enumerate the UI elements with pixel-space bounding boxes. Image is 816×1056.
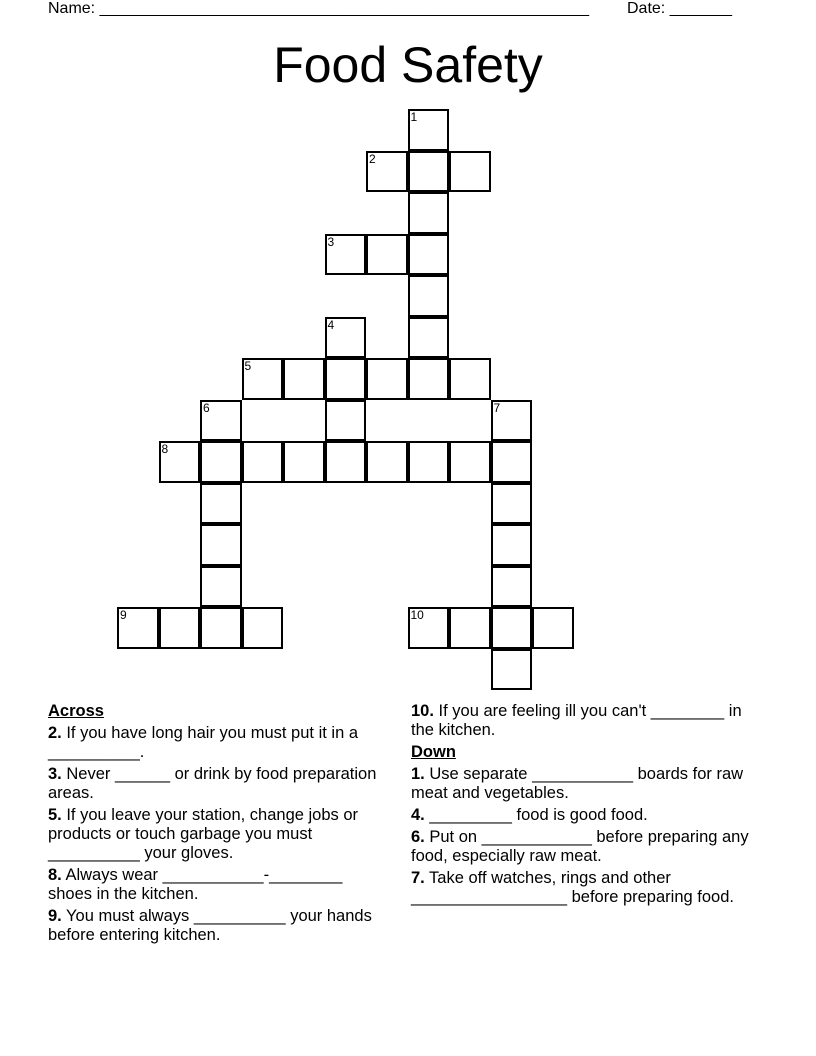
cell-number: 3 [327, 234, 335, 249]
grid-cell[interactable] [325, 234, 367, 276]
grid-cell[interactable] [366, 234, 408, 276]
across-clue [48, 907, 388, 945]
grid-cell[interactable] [449, 358, 491, 400]
grid-cell[interactable] [408, 275, 450, 317]
grid-cell[interactable] [491, 566, 533, 608]
grid-cell[interactable] [242, 358, 284, 400]
grid-cell[interactable] [491, 400, 533, 442]
grid-cell[interactable] [449, 441, 491, 483]
date-field-line: Date: _______ [627, 0, 732, 17]
down-clue [411, 765, 756, 803]
clue-number: 2. [48, 724, 62, 742]
grid-cell[interactable] [366, 441, 408, 483]
cell-number: 1 [410, 110, 418, 124]
grid-cell[interactable] [408, 234, 450, 276]
clues-column-left [48, 702, 388, 948]
across-clue [411, 702, 756, 740]
clue-text: If you have long hair you must put it in a __________. [48, 724, 359, 761]
clue-text: You must always __________ your hands before entering kitchen. [48, 907, 372, 944]
clue-number: 4. [411, 806, 425, 824]
grid-cell[interactable] [159, 607, 201, 649]
across-clue [48, 765, 388, 803]
grid-cell[interactable] [408, 192, 450, 234]
grid-cell[interactable] [200, 607, 242, 649]
cell-number: 9 [120, 608, 127, 622]
grid-cell[interactable] [159, 441, 201, 483]
cell-number: 5 [244, 359, 252, 373]
clue-text: Always wear ___________-________ shoes in the kitchen. [48, 866, 343, 903]
clue-text: _________ food is good food. [424, 806, 648, 824]
clue-number: 3. [48, 765, 62, 783]
grid-cell[interactable] [408, 109, 450, 151]
grid-cell[interactable] [325, 358, 367, 400]
grid-cell[interactable] [283, 358, 325, 400]
clue-text: Put on ____________ before preparing any food, especially raw meat. [411, 828, 749, 865]
grid-cell[interactable] [532, 607, 574, 649]
cell-number: 2 [369, 151, 376, 166]
clue-number: 10. [411, 702, 434, 720]
grid-cell[interactable] [200, 441, 242, 483]
grid-cell[interactable] [491, 649, 533, 691]
across-heading: Across [48, 702, 104, 720]
grid-cell[interactable] [200, 400, 242, 442]
cell-number: 8 [161, 442, 169, 456]
clue-text: If you leave your station, change jobs or products or touch garbage you must __________ your gloves. [48, 806, 359, 862]
grid-cell[interactable] [491, 441, 533, 483]
grid-cell[interactable] [325, 317, 367, 359]
clue-text: Take off watches, rings and other _________________ before preparing food. [411, 869, 734, 906]
across-clue [48, 866, 388, 904]
clue-number: 5. [48, 806, 62, 824]
clue-text: Use separate ___________ boards for raw meat and vegetables. [411, 765, 744, 802]
name-field-line: Name: _______________________________________________________ [48, 0, 589, 17]
cell-number: 6 [203, 400, 210, 415]
grid-cell[interactable] [325, 441, 367, 483]
grid-cell[interactable] [491, 524, 533, 566]
grid-cell[interactable] [408, 358, 450, 400]
grid-cell[interactable] [242, 441, 284, 483]
grid-cell[interactable] [449, 151, 491, 193]
clue-text: If you are feeling ill you can't ________ in the kitchen. [411, 702, 742, 739]
grid-cell[interactable] [366, 358, 408, 400]
grid-cell[interactable] [408, 441, 450, 483]
clue-number: 1. [411, 765, 425, 783]
clue-number: 9. [48, 907, 62, 925]
grid-cell[interactable] [242, 607, 284, 649]
grid-cell[interactable] [449, 607, 491, 649]
grid-cell[interactable] [200, 483, 242, 525]
grid-cell[interactable] [491, 483, 533, 525]
cell-number: 4 [327, 317, 335, 332]
grid-cell[interactable] [325, 400, 367, 442]
grid-cell[interactable] [200, 566, 242, 608]
down-heading: Down [411, 743, 456, 761]
grid-cell[interactable] [491, 607, 533, 649]
grid-cell[interactable] [366, 151, 408, 193]
grid-cell[interactable] [117, 607, 159, 649]
clues-column-right [411, 702, 756, 910]
down-clue [411, 869, 756, 907]
down-clue [411, 806, 756, 825]
clue-number: 8. [48, 866, 62, 884]
clue-number: 7. [411, 869, 425, 887]
across-clue [48, 724, 388, 762]
cell-number: 10 [410, 608, 424, 622]
grid-cell[interactable] [200, 524, 242, 566]
grid-cell[interactable] [408, 151, 450, 193]
down-clue [411, 828, 756, 866]
page-title: Food Safety [273, 37, 543, 93]
clue-number: 6. [411, 828, 425, 846]
grid-cell[interactable] [408, 607, 450, 649]
clue-text: Never ______ or drink by food preparation areas. [48, 765, 377, 802]
grid-cell[interactable] [408, 317, 450, 359]
across-clue [48, 806, 388, 863]
grid-cell[interactable] [283, 441, 325, 483]
cell-number: 7 [493, 400, 501, 415]
